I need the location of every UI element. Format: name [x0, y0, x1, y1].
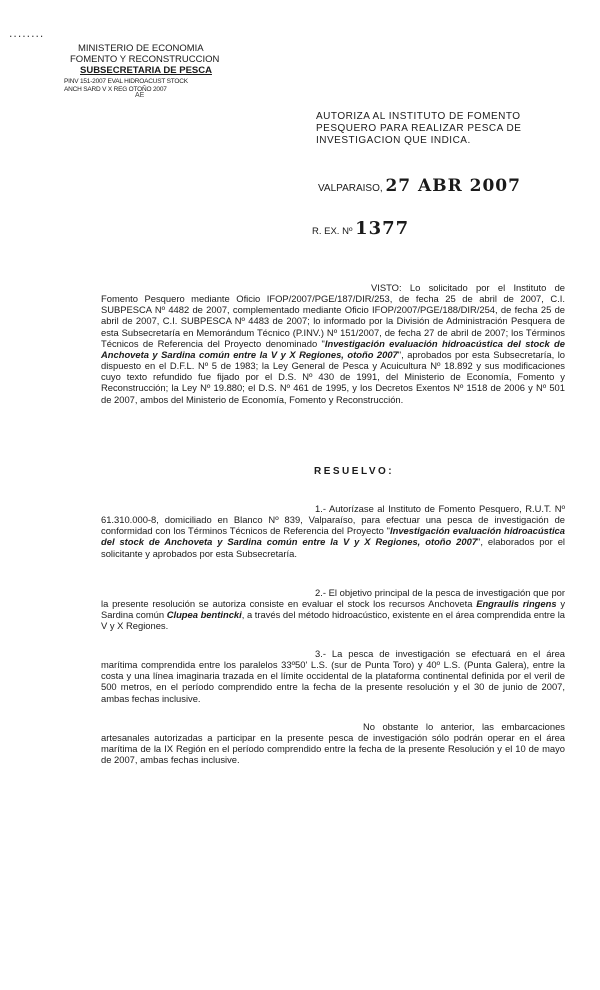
resolution-number-line — [312, 218, 409, 239]
visto-label: VISTO: — [371, 282, 402, 293]
article-2 — [101, 587, 565, 632]
article-2-text-mid: y Sardina común — [101, 598, 566, 621]
ministry-name: MINISTERIO DE ECONOMIA — [78, 43, 204, 54]
reference-line-2: ANCH SARD V X REG OTOÑO 2007 — [64, 86, 167, 93]
article-3-text: La pesca de investigación se efectuará en el área marítima comprendida entre los paralelos 33º50' L.S. (sur de Punta Toro) y 40º L.S. (Punta Galera), entre la costa y una línea imaginaria trazada en el límite occidental de la plataforma continental definida por el veril de 500 metros, en el período comprendido entre la fecha de la presente resolución y el 30 de junio de 2007, ambas fechas inclusive. — [101, 648, 566, 704]
article-3-number: 3.- — [315, 648, 326, 659]
resolution-label: R. EX. Nº — [312, 226, 353, 237]
handwritten-date: 27 ABR 2007 — [385, 176, 521, 196]
species-anchoveta: Engraulis ringens — [476, 598, 557, 610]
article-3 — [101, 648, 565, 704]
article-2-text-2: , a través del método hidroacústico, existente en el área comprendida entre la V y X Regiones. — [101, 609, 566, 632]
resolution-number: 1377 — [355, 218, 410, 239]
article-2-text: El objetivo principal de la pesca de investigación que por la presente resolución se autoriza consiste en evaluar el stock los recursos Anchoveta — [101, 587, 565, 610]
paragraph-no-obstante: No obstante lo anterior, las embarcaciones artesanales autorizadas a participar en la presente pesca de investigación sólo podrán operar en el área marítima de la IX Región en el período comprendido entre la fecha de la presente Resolución y el 10 de mayo de 2007, ambas fechas inclusive. — [101, 721, 565, 766]
initials-stamp: AE — [135, 92, 145, 99]
species-sardina: Clupea bentincki — [166, 609, 242, 621]
resuelvo-heading: RESUELVO: — [314, 466, 395, 477]
resolution-subject: AUTORIZA AL INSTITUTO DE FOMENTO PESQUERO PARA REALIZAR PESCA DE INVESTIGACION QUE INDICA. — [316, 111, 522, 146]
place: VALPARAISO, — [318, 183, 383, 194]
place-date-line — [318, 176, 521, 196]
visto-paragraph — [101, 282, 565, 405]
ministry-name-2: FOMENTO Y RECONSTRUCCION — [70, 54, 220, 65]
article-1-text: Autorízase al Instituto de Fomento Pesquero, R.U.T. Nº 61.310.000-8, domiciliado en Blanco Nº 839, Valparaíso, para efectuar una pesca de investigación de conformidad con los Términos Técnicos de Referencia del Proyecto " — [101, 503, 565, 537]
article-1-text-2: ", elaborados por el solicitante y aprobados por esta Subsecretaría. — [101, 536, 565, 559]
article-2-number: 2.- — [315, 587, 326, 598]
corner-mark: ........ — [8, 30, 44, 40]
visto-text: Lo solicitado por el Instituto de Fomento Pesquero mediante Oficio IFOP/2007/PGE/187/DIR/253, de fecha 25 de abril de 2007, C.I. SUBPESCA Nº 4482 de 2007, complementado mediante Oficio IFOP/2007/PGE/188/DIR/254, de fecha 25 de abril de 2007, C.I. SUBPESCA Nº 4483 de 2007; lo informado por la División de Administración Pesquera de esta Subsecretaría en Memorándum Técnico (P.INV.) Nº 151/2007, de fecha 27 de abril de 2007; los Términos Técnicos de Referencia del Proyecto denominado " — [101, 282, 566, 349]
article-1-project-title: Investigación evaluación hidroacústica del stock de Anchoveta y Sardina común entre la V y X Regiones, otoño 2007 — [101, 525, 565, 548]
subsecretaria-name: SUBSECRETARIA DE PESCA — [80, 65, 212, 76]
article-1-number: 1.- — [315, 503, 326, 514]
reference-line-1: PINV 151-2007 EVAL HIDROACUST STOCK — [64, 78, 188, 85]
visto-project-title: Investigación evaluación hidroacústica del stock de Anchoveta y Sardina común entre la V y X Regiones, otoño 2007 — [101, 337, 565, 360]
article-1 — [101, 503, 565, 559]
visto-text-2: ", aprobados por esta Subsecretaría, lo dispuesto en el D.F.L. Nº 5 de 1983; la Ley General de Pesca y Acuicultura Nº 18.892 y sus modificaciones cuyo texto refundido fue fijado por el D.S. Nº 430 de 1991, del Ministerio de Economía, Fomento y Reconstrucción; la Ley Nº 19.880; el D.S. Nº 461 de 1995, y los Decretos Exentos Nº 1518 de 2006 y Nº 501 de 2007, ambos del Ministerio de Economía, Fomento y Reconstrucción. — [101, 348, 565, 405]
